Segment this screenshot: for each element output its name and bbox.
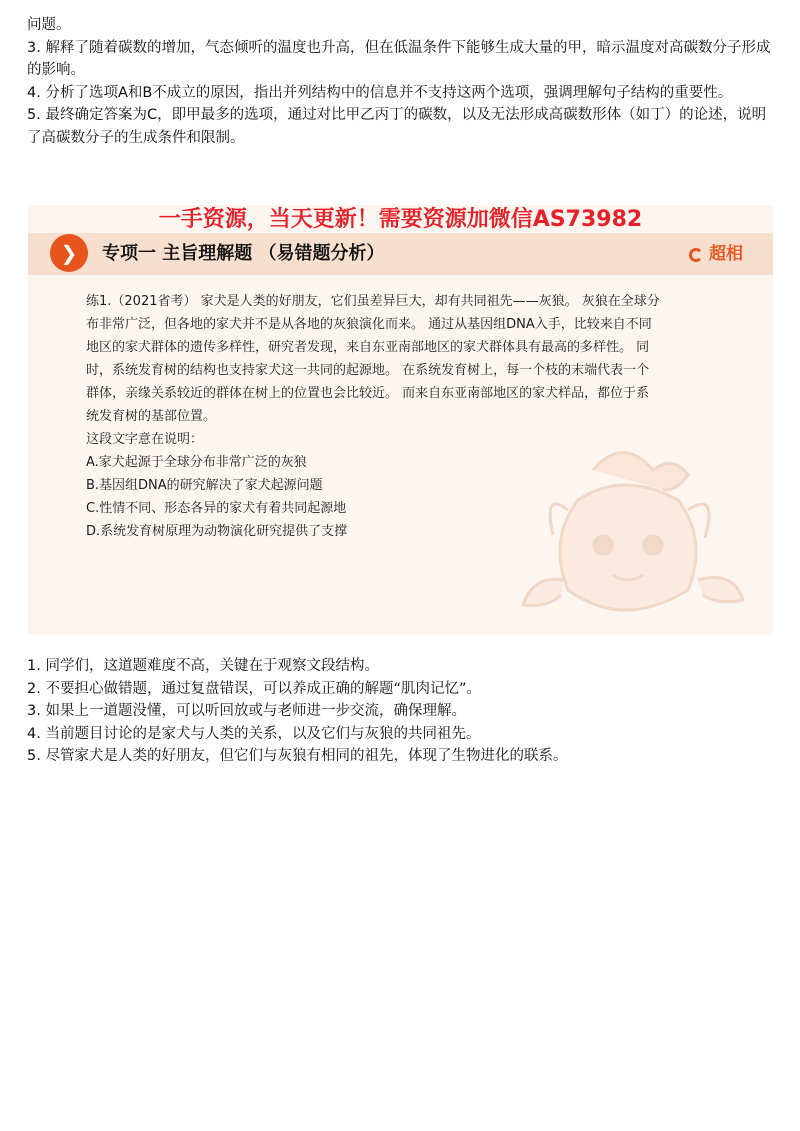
- brand-name: 超相: [709, 244, 743, 264]
- watermark-banner: 一手资源，当天更新！需要资源加微信AS73982: [158, 207, 643, 232]
- option-c: C.性情不同、形态各异的家犬有着共同起源地: [86, 501, 347, 516]
- slide-header: [28, 233, 773, 275]
- summary-paragraph: 问题。: [27, 17, 71, 33]
- note-item: 5. 尽管家犬是人类的好朋友，但它们与灰狼有相同的祖先，体现了生物进化的联系。: [27, 748, 568, 764]
- chevron-right-icon: ❯: [50, 234, 88, 272]
- brand-logo: [689, 233, 743, 275]
- note-item: 2. 不要担心做错题，通过复盘错误，可以养成正确的解题“肌肉记忆”。: [27, 680, 481, 697]
- option-d: D.系统发育树原理为动物演化研究提供了支撑: [86, 524, 348, 539]
- lecture-slide: [28, 205, 773, 634]
- option-a: A.家犬起源于全球分布非常广泛的灰狼: [86, 455, 307, 470]
- brand-mark-icon: [689, 248, 703, 262]
- note-item: 3. 如果上一道题没懂，可以听回放或与老师进一步交流，确保理解。: [27, 703, 466, 719]
- notes-bottom: [27, 655, 777, 768]
- question-block: [86, 290, 661, 543]
- summary-paragraph: 3. 解释了随着碳数的增加，气态倾听的温度也升高，但在低温条件下能够生成大量的甲，暗示温度对高碳数分子形成的影响。: [27, 39, 771, 78]
- summary-paragraph: 5. 最终确定答案为C，即甲最多的选项，通过对比甲乙丙丁的碳数，以及无法形成高碳数形体（如丁）的论述，说明了高碳数分子的生成条件和限制。: [27, 107, 767, 146]
- summary-top: [27, 14, 777, 149]
- slide-title: 专项一 主旨理解题 （易错题分析）: [102, 243, 385, 264]
- summary-paragraph: 4. 分析了选项A和B不成立的原因，指出并列结构中的信息并不支持这两个选项，强调理解句子结构的重要性。: [27, 84, 733, 101]
- note-item: 4. 当前题目讨论的是家犬与人类的关系，以及它们与灰狼的共同祖先。: [27, 725, 481, 742]
- option-list: [86, 451, 661, 543]
- option-b: B.基因组DNA的研究解决了家犬起源问题: [86, 478, 323, 493]
- question-passage: 练1.（2021省考） 家犬是人类的好朋友，它们虽差异巨大，却有共同祖先——灰狼。 灰狼在全球分布非常广泛，但各地的家犬并不是从各地的灰狼演化而来。 通过从基因组DNA入手，比较来自不同地区的家犬群体的遗传多样性，研究者发现，来自东亚南部地区的家犬群体具有最高的多样性。 同时，系统发育树的结构也支持家犬这一共同的起源地。 在系统发育树上，每一个枝的末端代表一个群体，亲缘关系较近的群体在树上的位置也会比较近。 而来自东亚南部地区的家犬样品，都位于系统发育树的基部位置。: [86, 294, 660, 424]
- note-item: 1. 同学们，这道题难度不高，关键在于观察文段结构。: [27, 658, 379, 674]
- question-prompt: 这段文字意在说明：: [86, 432, 204, 447]
